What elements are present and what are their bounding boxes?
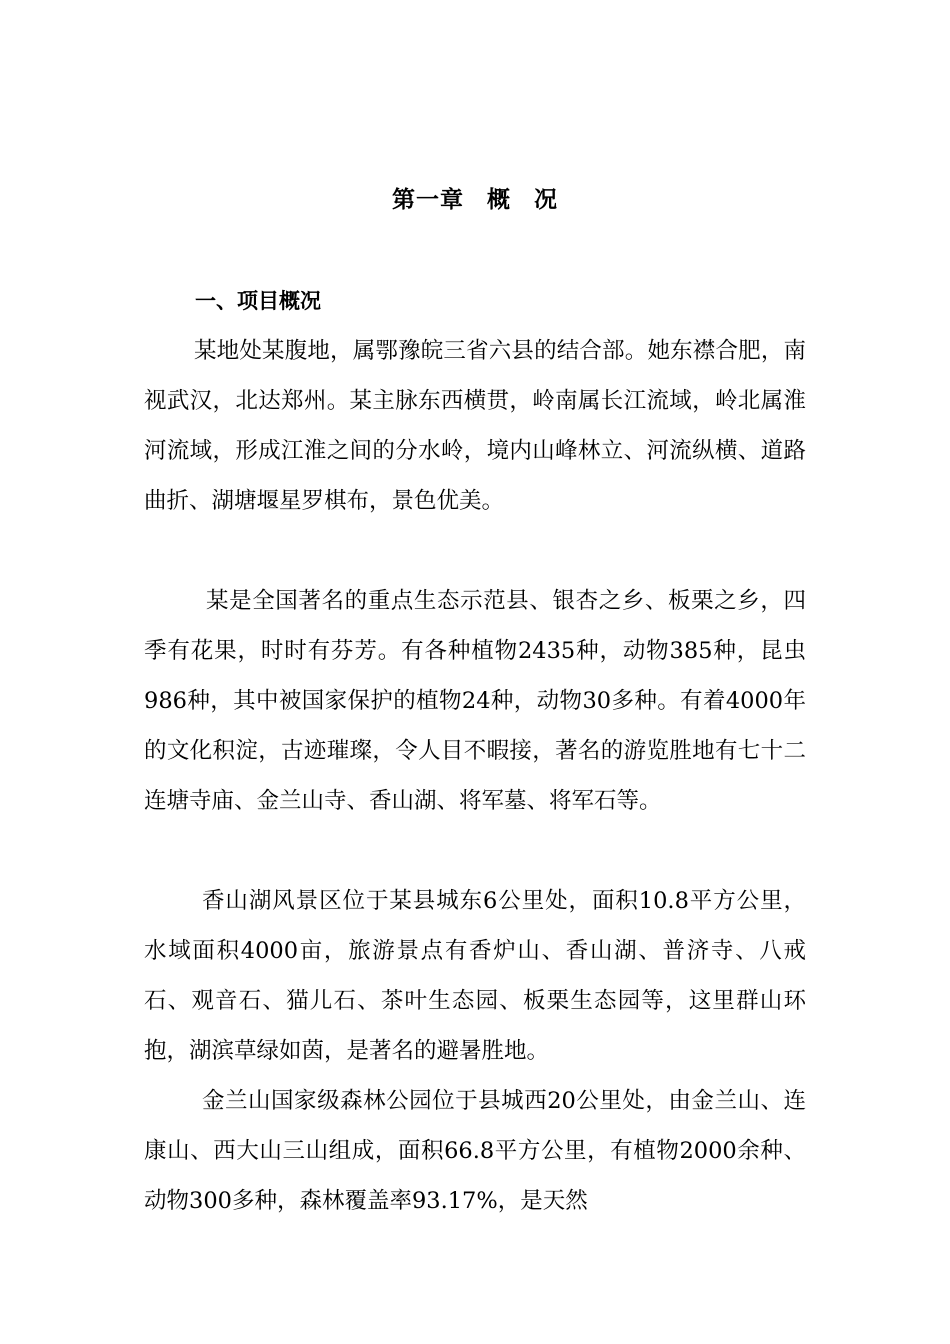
- paragraph-xiangshan-lake: 香山湖风景区位于某县城东6公里处，面积10.8平方公里，水域面积4000亩，旅游景点有香炉山、香山湖、普济寺、八戒石、观音石、猫儿石、茶叶生态园、板栗生态园等，这里群山环抱，湖滨草绿如茵，是著名的避暑胜地。: [144, 888, 806, 1064]
- section-heading: 一、项目概况: [195, 289, 321, 313]
- paragraph-overview: 某地处某腹地，属鄂豫皖三省六县的结合部。她东襟合肥，南视武汉，北达郑州。某主脉东西横贯，岭南属长江流域，岭北属淮河流域，形成江淮之间的分水岭，境内山峰林立、河流纵横、道路曲折、湖塘堰星罗棋布，景色优美。: [144, 338, 806, 514]
- paragraph-ecology: 某是全国著名的重点生态示范县、银杏之乡、板栗之乡，四季有花果，时时有芬芳。有各种植物2435种，动物385种，昆虫986种，其中被国家保护的植物24种，动物30多种。有着4000年的文化积淀，古迹璀璨，令人目不暇接，著名的游览胜地有七十二连塘寺庙、金兰山寺、香山湖、将军墓、将军石等。: [144, 588, 806, 814]
- paragraph-jinlanshan-park: 金兰山国家级森林公园位于县城西20公里处，由金兰山、连康山、西大山三山组成，面积66.8平方公里，有植物2000余种、动物300多种，森林覆盖率93.17%，是天然: [144, 1088, 806, 1214]
- chapter-title: 第一章 概 况: [391, 187, 558, 213]
